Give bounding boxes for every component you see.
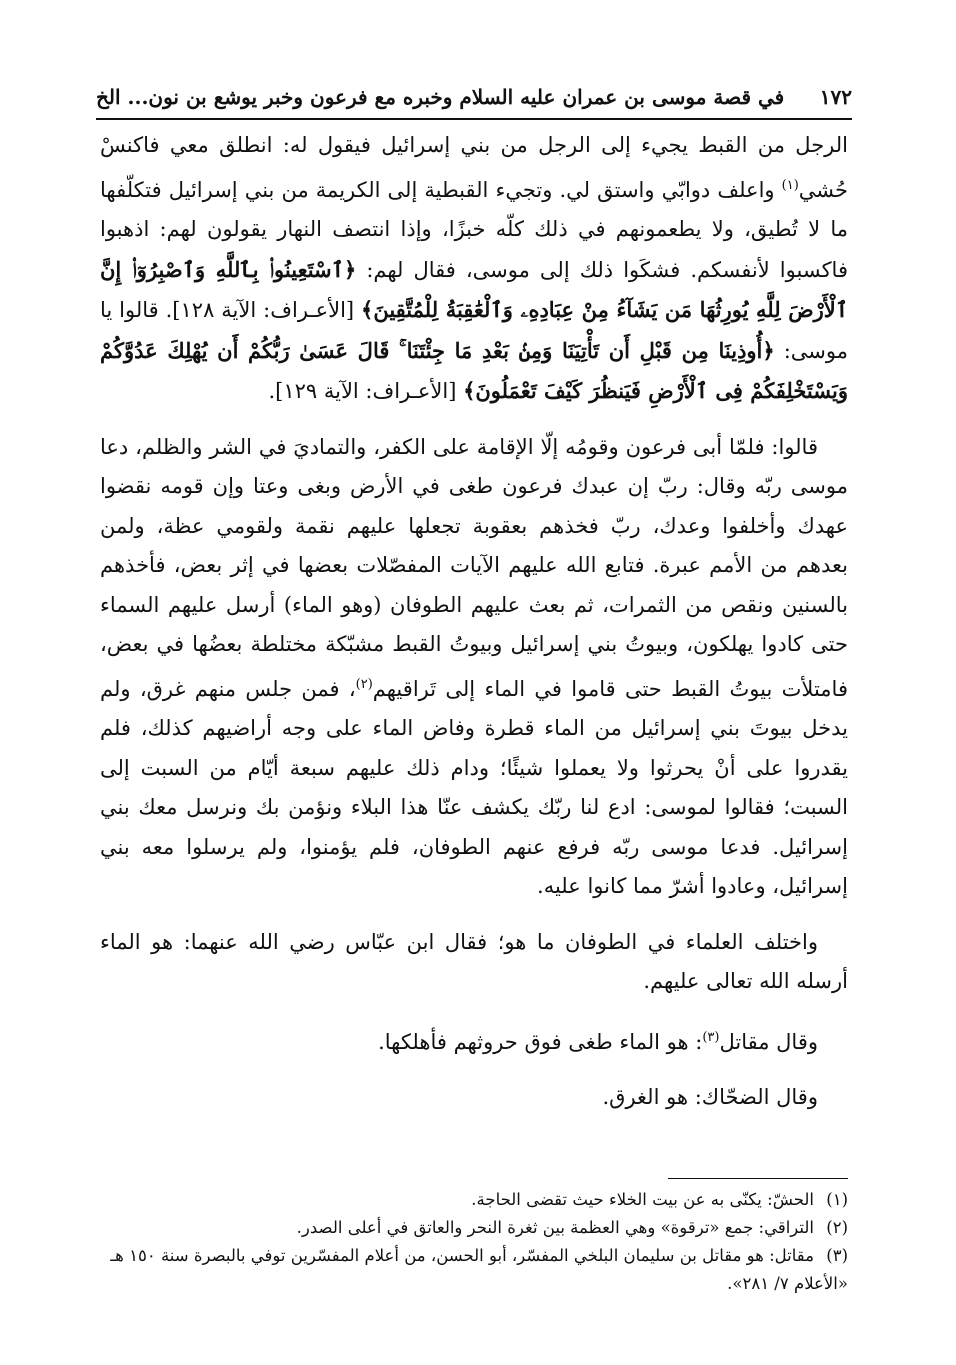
text-run: : هو الماء طغى فوق حروثهم فأهلكها. <box>378 1029 703 1054</box>
quran-quote-2: ﴿أُوذِينَا مِن قَبْلِ أَن تَأْتِيَنَا وَمِنۢ بَعْدِ مَا جِئْتَنَا ۚ قَالَ عَسَىٰ رَبُّكُمْ أَن يُهْلِكَ عَدُوَّكُمْ وَيَسْتَخْلِفَكُمْ فِى ٱلْأَرْضِ فَيَنظُرَ كَيْفَ تَعْمَلُونَ﴾ <box>100 337 848 403</box>
paragraph-4 <box>100 1018 848 1063</box>
paragraph-3: واختلف العلماء في الطوفان ما هو؛ فقال ابن عبّاس رضي الله عنهما: هو الماء أرسله الله تعالى عليهم. <box>100 929 848 993</box>
running-title: في قصة موسى بن عمران عليه السلام وخبره مع فرعون وخبر يوشع بن نون... الخ <box>96 85 785 109</box>
footnote-3 <box>100 1242 848 1298</box>
text-run: [الأعـراف: الآية ١٢٩]. <box>268 379 464 403</box>
footnote-number: (١) <box>826 1190 848 1209</box>
footnote-ref-2: (٢) <box>355 676 373 692</box>
footnote-number: (٣) <box>826 1246 848 1265</box>
footnote-number: (٢) <box>826 1218 848 1237</box>
text-run: الرجل من القبط يجيء إلى الرجل من بني إسرائيل فيقول له: انطلق معي فاكنسْ حُشي <box>100 133 848 202</box>
text-run: [الأعـراف: الآية ١٢٨]. قالوا يا موسى: <box>100 298 848 363</box>
paragraph-2 <box>100 428 848 907</box>
footnote-text: الحشّ: يكنّى به عن بيت الخلاء حيث تقضى الحاجة. <box>471 1190 814 1209</box>
quran-quote-1: ﴿ٱسْتَعِينُوا۟ بِٱللَّهِ وَٱصْبِرُوٓا۟ إِنَّ ٱلْأَرْضَ لِلَّهِ يُورِثُهَا مَن يَشَآءُ مِنْ عِبَادِهِۦ وَٱلْعَٰقِبَةُ لِلْمُتَّقِينَ﴾ <box>100 256 849 322</box>
text-run: وقال مقاتل <box>719 1029 818 1054</box>
footnote-1 <box>100 1186 848 1214</box>
footnote-2 <box>100 1214 848 1242</box>
paragraph-5: وقال الضحّاك: هو الغرق. <box>602 1085 818 1109</box>
footnotes <box>100 1186 848 1298</box>
text-run: واعلف دوابّي واستق لي. وتجيء القبطية إلى الكريمة من بني إسرائيل فتكلّفها ما لا تُطيق، ولا يطعمونهم في ذلك كلّه خبزًا، وإذا انتصف النهار يقولون لهم: اذهبوا فاكسبوا لأنفسكم. فشكَوا ذلك إلى موسى، فقال لهم: <box>100 177 848 282</box>
header-rule <box>96 118 852 120</box>
footnote-separator <box>668 1178 848 1179</box>
page-header <box>96 80 852 114</box>
footnote-text: مقاتل: هو مقاتل بن سليمان البلخي المفسّر، أبو الحسن، من أعلام المفسّرين توفي بالبصرة سنة ١٥٠ هـ «الأعلام ٧/ ٢٨١». <box>110 1246 848 1293</box>
paragraph-1 <box>100 126 848 412</box>
footnote-text: التراقي: جمع «ترقوة» وهي العظمة بين ثغرة النحر والعاتق في أعلى الصدر. <box>296 1218 814 1237</box>
page-number: ١٧٢ <box>819 85 852 109</box>
footnote-ref-3: (٣) <box>702 1029 720 1045</box>
footnote-ref-1: (١) <box>781 177 799 193</box>
main-text <box>100 126 848 1134</box>
text-run: قالوا: فلمّا أبى فرعون وقومُه إلّا الإقامة على الكفر، والتماديَ في الشر والظلم، دعا موسى ربّه وقال: ربّ إن عبدك فرعون طغى في الأرض وبغى وعتا وإن قومه نقضوا عهدك وأخلفوا وعدك، ربّ فخذهم بعقوبة تجعلها عليهم نقمة ولقومي عظة، ولمن بعدهم من الأمم عبرة. فتابع الله عليهم الآيات المفصّلات بعضها في إثر بعض، فأخذهم بالسنين ونقص من الثمرات، ثم بعث عليهم الطوفان (وهو الماء) أرسل عليهم السماء حتى كادوا يهلكون، وبيوتُ بني إسرائيل وبيوتُ القبط مشبّكة مختلطة بعضُها في بعض، فامتلأت بيوتُ القبط حتى قاموا في الماء إلى تَراقيهم <box>100 434 848 701</box>
text-run: ، فمن جلس منهم غرق، ولم يدخل بيوتَ بني إسرائيل من الماء قطرة وفاض الماء على وجه أراضيهم كذلك، فلم يقدروا على أنْ يحرثوا ولا يعملوا شيئًا؛ ودام ذلك عليهم سبعة أيّام من السبت إلى السبت؛ فقالوا لموسى: ادع لنا ربّك يكشف عنّا هذا البلاء ونؤمن بك ونرسل معك بني إسرائيل. فدعا موسى ربّه فرفع عنهم الطوفان، فلم يؤمنوا، ولم يرسلوا معه بني إسرائيل، وعادوا أشرّ مما كانوا عليه. <box>100 676 848 898</box>
